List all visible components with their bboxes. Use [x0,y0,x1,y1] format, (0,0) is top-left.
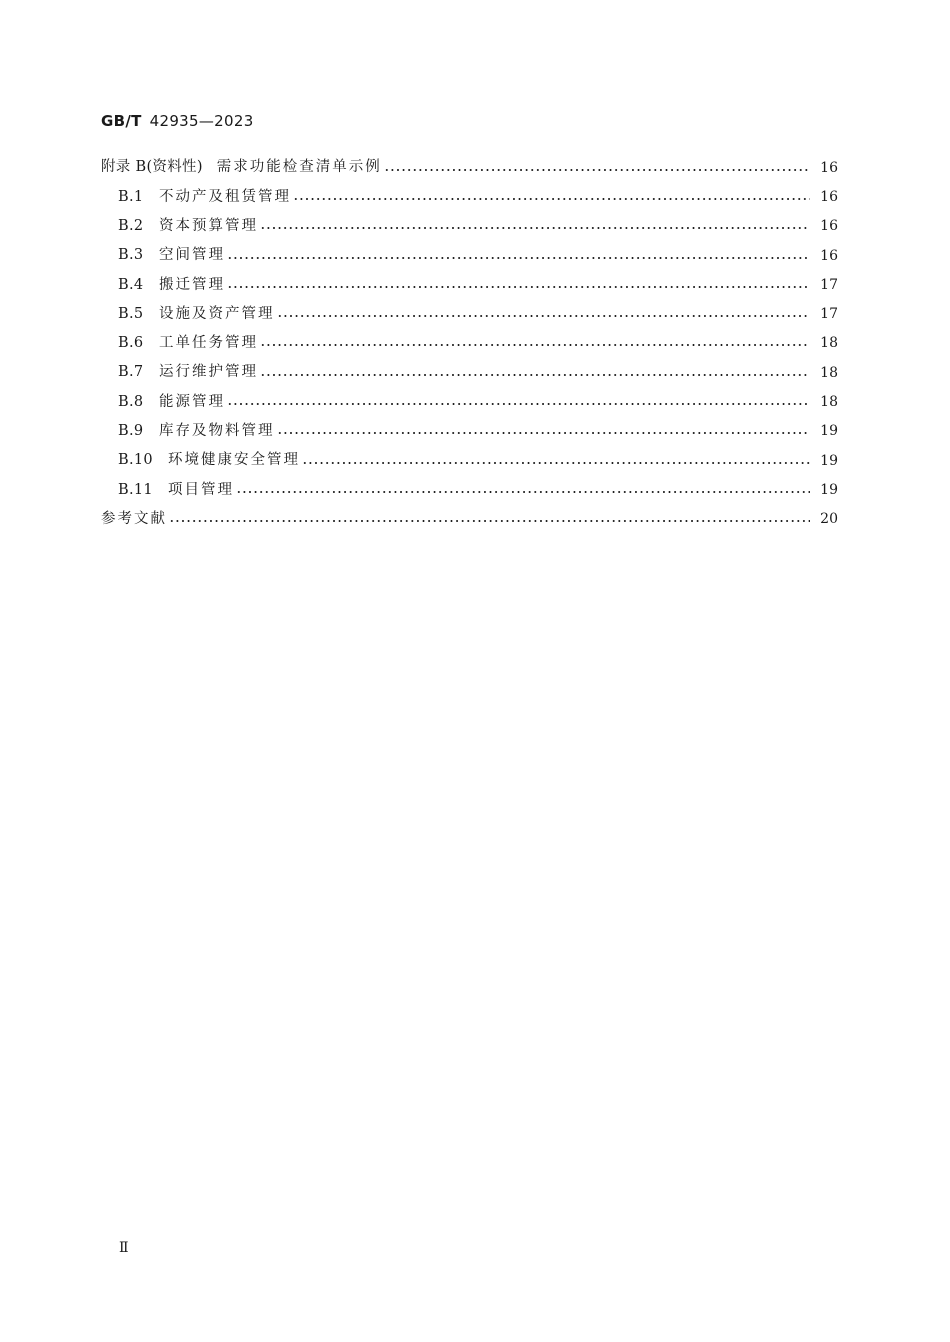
toc-leader-dots [260,374,810,376]
toc-entry-b11[interactable] [101,475,838,504]
toc-entry-appendix-b[interactable] [101,153,838,182]
standard-code: GB/T [101,112,142,130]
toc-entry-title: 参考文献 [101,510,167,527]
toc-entry-title: 运行维护管理 [159,364,258,381]
toc-entry-references[interactable] [101,505,838,534]
toc-entry-b10[interactable] [101,446,838,475]
page-number: Ⅱ [119,1240,129,1256]
toc-entry-title: 库存及物料管理 [159,423,275,440]
toc-entry-number: B.1 [118,188,144,205]
toc-leader-dots [260,227,810,229]
toc-entry-b5[interactable] [101,299,838,328]
toc-entry-page: 16 [820,188,838,205]
toc-entry-number: B.3 [118,247,144,264]
toc-entry-page: 19 [820,452,838,469]
toc-entry-title: 项目管理 [168,481,234,498]
toc-entry-title: 环境健康安全管理 [168,452,300,469]
toc-entry-page: 17 [820,306,838,323]
toc-entry-title: 空间管理 [159,247,225,264]
toc-entry-b8[interactable] [101,387,838,416]
toc-entry-number: B.8 [118,393,144,410]
toc-entry-number: B.11 [118,481,153,498]
table-of-contents [101,153,838,534]
toc-entry-page: 18 [820,335,838,352]
toc-entry-number: B.2 [118,217,144,234]
toc-entry-number: 附录 B(资料性) [101,159,203,176]
toc-entry-title: 能源管理 [159,393,225,410]
toc-leader-dots [302,462,810,464]
toc-entry-b9[interactable] [101,417,838,446]
toc-entry-number: B.4 [118,276,144,293]
toc-entry-number: B.10 [118,452,153,469]
toc-entry-page: 18 [820,364,838,381]
toc-leader-dots [384,169,810,171]
standard-number: 42935—2023 [149,112,254,130]
toc-leader-dots [293,198,810,200]
toc-leader-dots [227,286,810,288]
toc-leader-dots [277,315,811,317]
toc-entry-page: 16 [820,159,838,176]
toc-entry-page: 19 [820,423,838,440]
document-header [101,112,254,130]
toc-leader-dots [169,520,810,522]
toc-entry-number: B.5 [118,305,144,322]
toc-entry-page: 20 [820,511,838,528]
toc-entry-title: 需求功能检查清单示例 [216,159,382,176]
toc-entry-page: 16 [820,218,838,235]
toc-entry-title: 设施及资产管理 [159,305,275,322]
toc-entry-title: 不动产及租赁管理 [159,188,291,205]
toc-leader-dots [260,344,810,346]
toc-entry-b2[interactable] [101,212,838,241]
toc-entry-page: 19 [820,481,838,498]
toc-leader-dots [236,491,810,493]
toc-entry-title: 资本预算管理 [159,217,258,234]
toc-entry-title: 工单任务管理 [159,335,258,352]
toc-entry-number: B.7 [118,364,144,381]
toc-entry-number: B.6 [118,335,144,352]
toc-entry-title: 搬迁管理 [159,276,225,293]
toc-entry-page: 18 [820,394,838,411]
toc-entry-b4[interactable] [101,270,838,299]
toc-leader-dots [227,257,810,259]
toc-entry-number: B.9 [118,423,144,440]
toc-leader-dots [227,403,810,405]
toc-entry-b6[interactable] [101,329,838,358]
toc-entry-b3[interactable] [101,241,838,270]
toc-entry-b7[interactable] [101,358,838,387]
toc-entry-page: 16 [820,247,838,264]
toc-leader-dots [277,432,811,434]
toc-entry-page: 17 [820,276,838,293]
toc-entry-b1[interactable] [101,182,838,211]
